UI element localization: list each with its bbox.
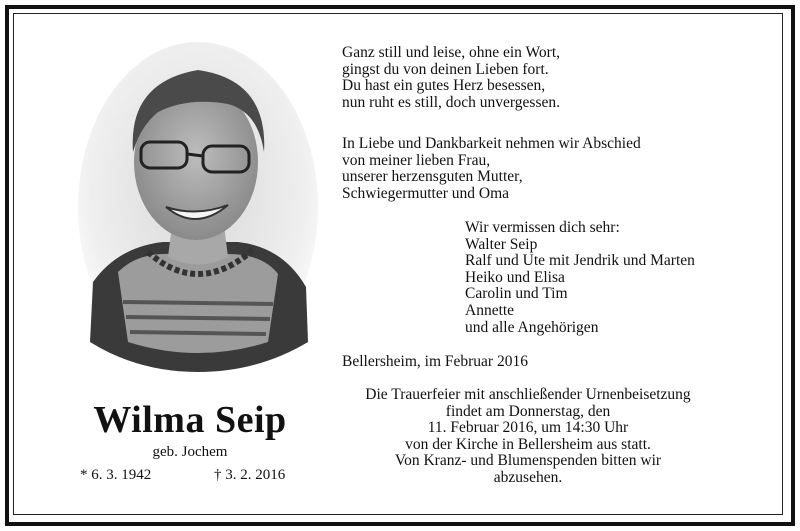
place-date: Bellersheim, im Februar 2016 — [342, 353, 528, 370]
farewell-line: In Liebe und Dankbarkeit nehmen wir Abschied — [342, 135, 641, 152]
farewell-line: von meiner lieben Frau, — [342, 151, 491, 169]
mourner-name: Heiko und Elisa — [465, 268, 565, 286]
mourners-block — [465, 220, 695, 336]
farewell-block — [342, 136, 641, 202]
service-line: von der Kirche in Bellersheim aus statt. — [405, 435, 651, 453]
poem-line: Ganz still und leise, ohne ein Wort, — [342, 44, 561, 61]
birth-date: * 6. 3. 1942 — [80, 467, 152, 483]
service-line: abzusehen. — [493, 468, 563, 486]
death-date: † 3. 2. 2016 — [214, 467, 286, 483]
mourners-intro: Wir vermissen dich sehr: — [465, 219, 620, 236]
mourner-name: Annette — [465, 301, 515, 319]
mourner-name: Ralf und Ute mit Jendrik und Marten — [465, 252, 695, 270]
mourner-name: Carolin und Tim — [465, 285, 568, 303]
poem-line: Du hast ein gutes Herz besessen, — [342, 77, 546, 95]
service-line: findet am Donnerstag, den — [445, 402, 611, 420]
poem-line: nun ruht es still, doch unvergessen. — [342, 93, 560, 111]
service-line: Die Trauerfeier mit anschließender Urnenbeisetzung — [365, 386, 691, 403]
service-block — [332, 387, 724, 487]
poem-block — [342, 45, 560, 111]
poem-line: gingst du von deinen Lieben fort. — [342, 60, 549, 78]
farewell-line: Schwiegermutter und Oma — [342, 184, 510, 202]
mourner-name: und alle Angehörigen — [465, 318, 599, 336]
farewell-line: unserer herzensguten Mutter, — [342, 168, 523, 186]
maiden-name: geb. Jochem — [152, 444, 228, 460]
portrait-photo — [78, 42, 318, 372]
service-line: 11. Februar 2016, um 14:30 Uhr — [427, 419, 629, 437]
mourner-name: Walter Seip — [465, 235, 538, 253]
service-line: Von Kranz- und Blumenspenden bitten wir — [394, 452, 662, 470]
deceased-name: Wilma Seip — [93, 399, 287, 441]
